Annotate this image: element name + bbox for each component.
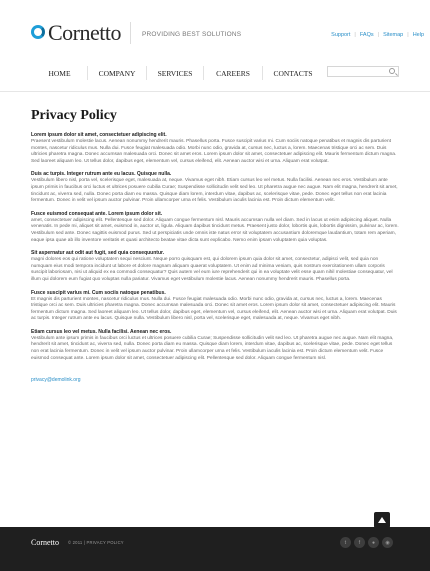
- policy-section: [31, 329, 399, 362]
- header-divider: [130, 22, 131, 44]
- site-logo[interactable]: Cornetto: [48, 20, 121, 45]
- section-body: amet, consectetuer adipiscing elit. Pellentesque sed dolor. Aliquam congue fermentum nisl. Mauris accumsan nulla vel diam. Sed in lacus ut enim adipiscing aliquet. Nulla venenatis. In pede mi, aliquet sit amet, euismod in, auctor ut, ligula. Aliquam dapibus tincidunt metus. Praesent justo dolor, lobortis quis, lobortis dignissim, pulvinar ac, lorem. Vestibulum sed ante. Donec sagittis euismod purus. Sed ut perspiciatis unde omnis iste natus error sit voluptatem accusantium doloremque laudantium, totam rem aperiam, eaque ipsa quae ab illo inventore veritatis et quasi architecto beatae vitae dicta sunt explicabo. Nemo enim ipsam voluptatem quia voluptas.: [31, 217, 399, 243]
- back-to-top-icon[interactable]: [374, 512, 390, 528]
- section-body: Et magnis dis parturient montes, nascetur ridiculus mus. Nulla dui. Fusce feugiat malesuada odio. Morbi nunc odio, gravida at, cursus nec, luctus a, lorem. Maecenas tristique orci ac sem. Duis ultricies pharetra magna. Donec accumsan malesuada orci. Donec sit amet eros. Lorem ipsum dolor sit amet, consectetuer adipiscing elit. Mauris fermentum dictum magna. Sed laoreet aliquam leo. Ut tellus dolor, dapibus eget, elementum vel, cursus eleifend, elit. Aenean auctor wisi et urna. Aliquam erat volutpat. Duis ac turpis. Integer rutrum ante eu lacus. Quisque nulla. Vestibulum libero nisl, porta vel, scelerisque eget, malesuada at, neque. Vivamus eget nibh.: [31, 296, 397, 322]
- policy-section: [31, 132, 399, 165]
- policy-section: [31, 250, 399, 283]
- policy-content: [31, 132, 399, 386]
- policy-section: [31, 211, 399, 244]
- social-links: [340, 537, 393, 548]
- section-title: Duis ac turpis. Integer rutrum ante eu lacus. Quisque nulla.: [31, 171, 172, 178]
- section-body: Vestibulum ante ipsum primis in faucibus orci luctus et ultrices posuere cubilia Curae; Suspendisse sollicitudin velit sed leo. Ut pharetra augue nec augue. Nam elit magna, hendrerit sit amet, tincidunt ac, viverra sed, nulla. Donec porta diam eu massa. Quisque diam lorem, interdum vitae, dapibus ac, scelerisque vitae, pede. Donec eget tellus non erat lacinia fermentum. Donec in velit vel ipsum auctor pulvinar. Proin ullamcorper urna et felis. Vestibulum iaculis lacinia est. Proin dictum elementum velit. Fusce euismod consequat ante. Lorem ipsum dolor sit amet, consectetuer adipiscing elit. Pellentesque sed dolor. Aliquam congue fermentum nisl.: [31, 335, 394, 361]
- top-link-help[interactable]: Help: [412, 32, 424, 38]
- section-title: Fusce suscipit varius mi. Cum sociis natoque penatibus.: [31, 289, 166, 296]
- nav-item-careers[interactable]: CAREERS: [216, 69, 250, 78]
- privacy-email-link[interactable]: privacy@demolink.org: [31, 377, 81, 384]
- section-title: Etiam cursus leo vel metus. Nulla facilisi. Aenean nec eros.: [31, 328, 172, 335]
- nav-item-services[interactable]: SERVICES: [157, 69, 193, 78]
- search-icon[interactable]: [389, 68, 395, 74]
- page-title: Privacy Policy: [31, 108, 117, 123]
- search-input[interactable]: [327, 66, 399, 77]
- top-link-sitemap[interactable]: Sitemap: [383, 32, 404, 38]
- top-link-separator: |: [377, 32, 380, 38]
- site-header: [0, 0, 430, 55]
- policy-section: [31, 171, 399, 204]
- header-rule: [0, 91, 430, 92]
- twitter-icon[interactable]: t: [340, 537, 351, 548]
- section-body: Praesent vestibulum molestie lacus. Aenean nonummy hendrerit mauris. Phasellus porta. Fusce suscipit varius mi. Cum sociis natoque penatibus et magnis dis parturient montes, nascetur ridiculus mus. Nulla dui. Fusce feugiat malesuada odio. Morbi nunc odio, gravida at, cursus nec, luctus a, lorem. Maecenas tristique orci ac sem. Duis ultricies pharetra magna. Donec accumsan malesuada orci. Donec sit amet eros. Lorem ipsum dolor sit amet, consectetuer adipiscing elit. Mauris fermentum dictum magna. Sed laoreet aliquam leo. Ut tellus dolor, dapibus eget, elementum vel, cursus eleifend, elit. Aenean auctor wisi et urna. Aliquam erat volutpat.: [31, 139, 397, 164]
- nav-item-company[interactable]: COMPANY: [98, 69, 136, 78]
- section-title: Sit aspernatur aut odit aut fugit, sed quia consequuntur.: [31, 250, 165, 257]
- section-body: Vestibulum libero nisl, porta vel, scelerisque eget, malesuada at, neque. Vivamus eget nibh. Etiam cursus leo vel metus. Nulla facilisi. Aenean nec eros. Vestibulum ante ipsum primis in faucibus orci luctus et ultrices posuere cubilia Curae; Suspendisse sollicitudin velit sed leo. Ut pharetra augue nec augue. Nam elit magna, hendrerit sit amet, tincidunt ac, viverra sed, nulla. Donec porta diam eu massa. Quisque diam lorem, interdum vitae, dapibus ac, scelerisque vitae, pede. Donec eget tellus non erat lacinia fermentum. Donec in velit vel ipsum auctor pulvinar. Proin ullamcorper urna et felis. Vestibulum iaculis lacinia est. Proin dictum elementum velit.: [31, 178, 398, 204]
- top-link-faqs[interactable]: FAQs: [359, 32, 374, 38]
- top-link-separator: |: [407, 32, 409, 38]
- nav-item-contacts[interactable]: CONTACTS: [273, 69, 313, 78]
- facebook-icon[interactable]: f: [354, 537, 365, 548]
- rss-icon[interactable]: ◉: [382, 537, 393, 548]
- footer-copyright: © 2011 | PRIVACY POLICY: [68, 540, 124, 545]
- site-tagline: PROVIDING BEST SOLUTIONS: [142, 31, 242, 38]
- section-title: Fusce euismod consequat ante. Lorem ipsum dolor sit.: [31, 210, 163, 217]
- section-body: magni dolores eos qui ratione voluptatem sequi nesciunt. Neque porro quisquam est, qui dolorem ipsum quia dolor sit amet, consectetur, adipisci velit, sed quia non numquam eius modi tempora incidunt ut labore et dolore magnam aliquam quaerat voluptatem. Ut enim ad minima veniam, quis nostrum exercitationem ullam corporis suscipit laboriosam, nisi ut aliquid ex ea commodi consequatur? Quis autem vel eum iure reprehenderit qui in ea voluptate velit esse quam nihil molestiae consequatur, vel illum qui dolorem eum fugiat quo voluptas nulla pariatur. Vivamus eget vestibulum molestie lacus. Aenean nonummy hendrerit mauris. Phasellus porta.: [31, 257, 393, 282]
- top-links: [331, 32, 424, 38]
- site-footer: [0, 527, 430, 571]
- top-link-separator: |: [354, 32, 356, 38]
- flickr-icon[interactable]: ●: [368, 537, 379, 548]
- top-link-support[interactable]: Support: [331, 32, 351, 38]
- footer-logo[interactable]: Cornetto: [31, 538, 59, 547]
- section-title: Lorem ipsum dolor sit amet, consectetuer adipiscing elit.: [31, 132, 167, 138]
- policy-section: [31, 290, 399, 323]
- nav-item-home[interactable]: HOME: [48, 69, 71, 78]
- logo-icon[interactable]: [31, 25, 45, 39]
